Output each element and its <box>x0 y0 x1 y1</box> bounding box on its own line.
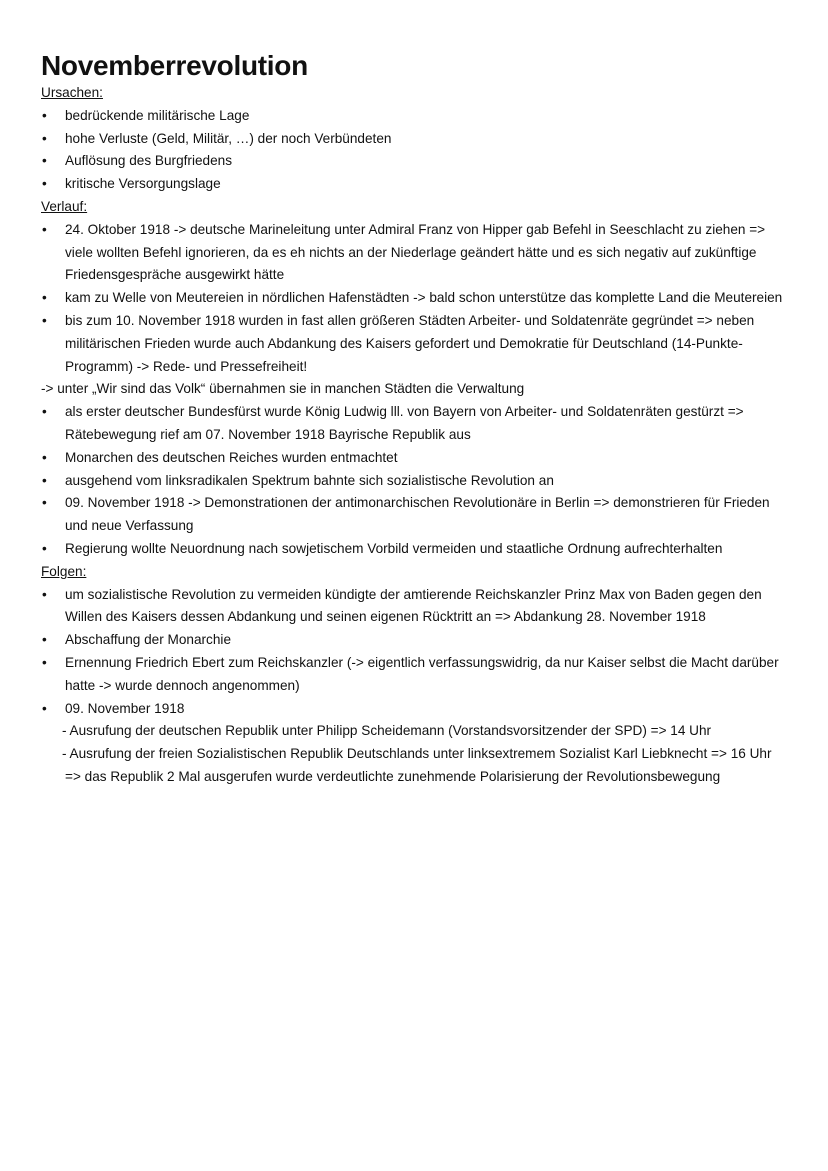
line-text: -> unter „Wir sind das Volk“ übernahmen sie in manchen Städten die Verwaltung <box>41 381 525 397</box>
text-line <box>41 766 811 789</box>
document-body <box>41 82 811 789</box>
bullet-icon: • <box>42 654 47 670</box>
text-line <box>41 401 811 424</box>
text-line <box>41 492 811 515</box>
bullet-icon: • <box>42 700 47 716</box>
bullet-item <box>41 538 811 561</box>
bullet-item <box>41 219 811 287</box>
line-text: hatte -> wurde dennoch angenommen) <box>65 677 300 693</box>
text-line <box>41 584 811 607</box>
bullet-icon: • <box>42 495 47 511</box>
line-text: Rätebewegung rief am 07. November 1918 Bayrische Republik aus <box>65 426 471 442</box>
bullet-icon: • <box>42 107 47 123</box>
bullet-item <box>41 652 811 698</box>
bullet-icon: • <box>42 153 47 169</box>
line-text: => das Republik 2 Mal ausgerufen wurde verdeutlichte zunehmende Polarisierung der Revolutionsbewegung <box>65 768 721 784</box>
text-line <box>41 264 811 287</box>
text-line <box>41 173 811 196</box>
line-text: kam zu Welle von Meutereien in nördlichen Hafenstädten -> bald schon unterstütze das komplette Land die Meutereien <box>65 290 783 306</box>
bullet-item <box>41 629 811 652</box>
line-text: Regierung wollte Neuordnung nach sowjetischem Vorbild vermeiden und staatliche Ordnung aufrechterhalten <box>65 540 723 556</box>
sub-list <box>41 720 811 788</box>
text-line <box>41 287 811 310</box>
line-text: Monarchen des deutschen Reiches wurden entmachtet <box>65 449 398 465</box>
line-text: 09. November 1918 <box>65 700 185 716</box>
bullet-item <box>41 470 811 493</box>
line-text: - Ausrufung der freien Sozialistischen Republik Deutschlands unter linksextremem Sozialist Karl Liebknecht => 16 Uhr <box>62 746 772 762</box>
text-line <box>41 356 811 379</box>
line-text: bedrückende militärische Lage <box>65 107 250 123</box>
line-text: bis zum 10. November 1918 wurden in fast allen größeren Städten Arbeiter- und Soldatenräte gegründet => neben <box>65 312 755 328</box>
bullet-item <box>41 447 811 470</box>
line-text: Ernennung Friedrich Ebert zum Reichskanzler (-> eigentlich verfassungswidrig, da nur Kaiser selbst die Macht darüber <box>65 654 779 670</box>
text-line <box>41 675 811 698</box>
bullet-icon: • <box>42 290 47 306</box>
bullet-icon: • <box>42 404 47 420</box>
text-line <box>41 447 811 470</box>
bullet-item <box>41 173 811 196</box>
text-line <box>41 652 811 675</box>
line-text: hohe Verluste (Geld, Militär, …) der noch Verbündeten <box>65 130 392 146</box>
line-text: als erster deutscher Bundesfürst wurde König Ludwig lll. von Bayern von Arbeiter- und Soldatenräten gestürzt => <box>65 404 744 420</box>
text-line <box>41 743 811 766</box>
line-text: Willen des Kaisers dessen Abdankung und seinen eigenen Rücktritt an => Abdankung 28. November 1918 <box>65 609 706 625</box>
bullet-icon: • <box>42 130 47 146</box>
bullet-icon: • <box>42 449 47 465</box>
bullet-icon: • <box>42 472 47 488</box>
text-line <box>41 219 811 242</box>
note-line <box>41 378 811 401</box>
bullet-item <box>41 287 811 310</box>
line-text: Friedensgespräche ausgewirkt hätte <box>65 267 285 283</box>
line-text: Auflösung des Burgfriedens <box>65 153 233 169</box>
section-heading: Verlauf: <box>41 198 88 214</box>
text-line <box>41 470 811 493</box>
line-text: militärischen Frieden wurde auch Abdankung des Kaisers gefordert und Demokratie für Deutschland (14-Punkte- <box>65 335 743 351</box>
text-line <box>41 150 811 173</box>
line-text: viele wollten Befehl ignorieren, da es eh nichts an der Niederlage geändert hätte und es sich negativ auf zukünftige <box>65 244 757 260</box>
line-text: 24. Oktober 1918 -> deutsche Marineleitung unter Admiral Franz von Hipper gab Befehl in Seeschlacht zu ziehen => <box>65 221 766 237</box>
bullet-item <box>41 584 811 630</box>
text-line <box>41 538 811 561</box>
text-line <box>41 105 811 128</box>
text-line <box>41 310 811 333</box>
bullet-icon: • <box>42 312 47 328</box>
line-text: und neue Verfassung <box>65 518 194 534</box>
bullet-item <box>41 698 811 721</box>
bullet-icon: • <box>42 586 47 602</box>
line-text: 09. November 1918 -> Demonstrationen der antimonarchischen Revolutionäre in Berlin => demonstrieren für Frieden <box>65 495 770 511</box>
line-text: Abschaffung der Monarchie <box>65 632 231 648</box>
bullet-icon: • <box>42 540 47 556</box>
text-line <box>41 378 811 401</box>
text-line <box>41 720 811 743</box>
bullet-item <box>41 105 811 128</box>
text-line <box>41 128 811 151</box>
text-line <box>41 242 811 265</box>
bullet-item <box>41 128 811 151</box>
section-heading: Folgen: <box>41 563 87 579</box>
line-text: - Ausrufung der deutschen Republik unter Philipp Scheidemann (Vorstandsvorsitzender der SPD) => 14 Uhr <box>62 723 712 739</box>
text-line <box>41 629 811 652</box>
text-line <box>41 698 811 721</box>
bullet-item <box>41 401 811 447</box>
line-text: Programm) -> Rede- und Pressefreiheit! <box>65 358 308 374</box>
line-text: kritische Versorgungslage <box>65 176 221 192</box>
text-line <box>41 515 811 538</box>
line-text: ausgehend vom linksradikalen Spektrum bahnte sich sozialistische Revolution an <box>65 472 554 488</box>
text-line <box>41 424 811 447</box>
text-line <box>41 333 811 356</box>
line-text: um sozialistische Revolution zu vermeiden kündigte der amtierende Reichskanzler Prinz Max von Baden gegen den <box>65 586 762 602</box>
bullet-item <box>41 150 811 173</box>
page-title: Novemberrevolution <box>41 50 308 81</box>
section-heading: Ursachen: <box>41 85 103 100</box>
bullet-icon: • <box>42 221 47 237</box>
bullet-icon: • <box>42 176 47 192</box>
bullet-item <box>41 492 811 538</box>
bullet-item <box>41 310 811 378</box>
text-line <box>41 606 811 629</box>
bullet-icon: • <box>42 632 47 648</box>
